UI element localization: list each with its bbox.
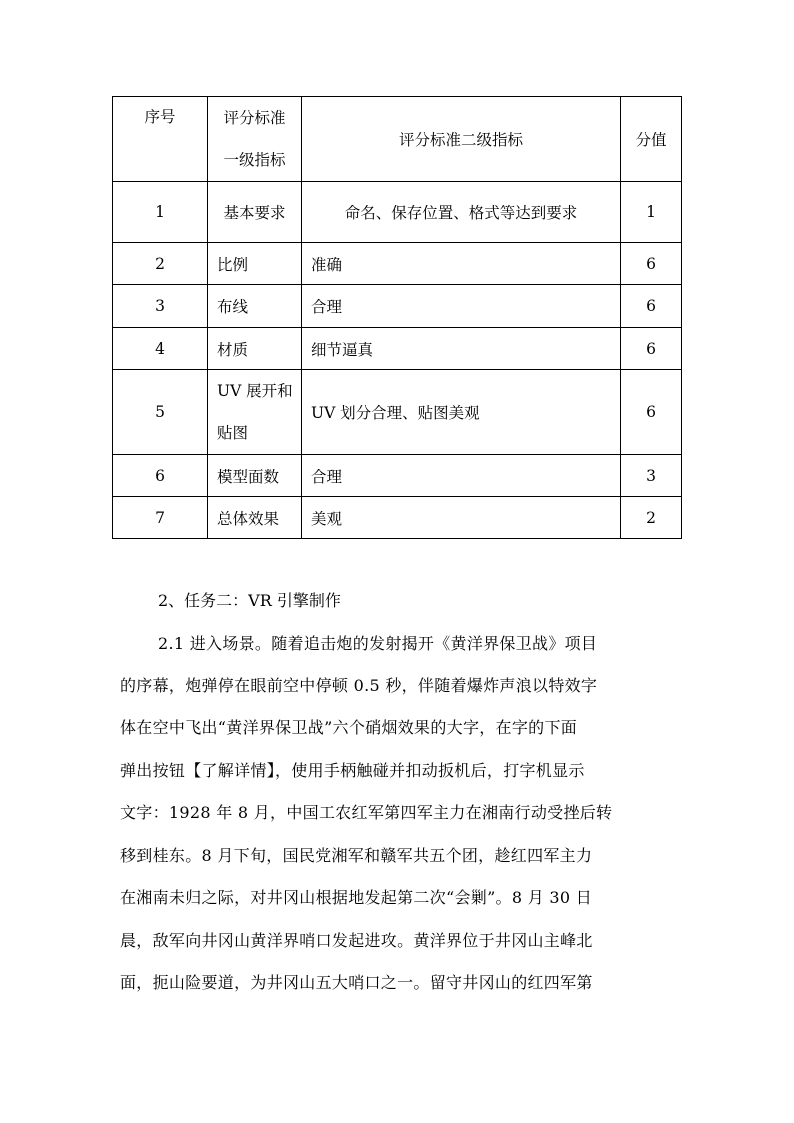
- cell-level1: 比例: [208, 243, 302, 285]
- cell-level1: 布线: [208, 285, 302, 328]
- cell-seq: 2: [113, 243, 208, 285]
- cell-seq: 3: [113, 285, 208, 328]
- cell-score: 2: [621, 497, 682, 539]
- cell-seq: 4: [113, 328, 208, 370]
- cell-seq: 5: [113, 370, 208, 455]
- cell-score: 6: [621, 370, 682, 455]
- cell-seq: 7: [113, 497, 208, 539]
- header-level1: [208, 97, 302, 182]
- paragraph-line: 的序幕，炮弹停在眼前空中停顿 0.5 秒，伴随着爆炸声浪以特效字: [120, 676, 598, 695]
- table-row: [113, 285, 682, 328]
- table-row: [113, 370, 682, 455]
- paragraph-line: 体在空中飞出“黄洋界保卫战”六个硝烟效果的大字，在字的下面: [120, 718, 578, 737]
- cell-level2: 合理: [302, 285, 621, 328]
- cell-seq: 6: [113, 455, 208, 497]
- cell-level2: 美观: [302, 497, 621, 539]
- paragraph-line: 移到桂东。8 月下旬，国民党湘军和赣军共五个团，趁红四军主力: [120, 846, 593, 865]
- cell-score: 6: [621, 328, 682, 370]
- cell-level1: 总体效果: [208, 497, 302, 539]
- table-header-row: [113, 97, 682, 182]
- cell-level1: 基本要求: [208, 182, 302, 243]
- header-level1-line1: 评分标准: [223, 109, 286, 127]
- paragraph-line: 在湘南未归之际，对井冈山根据地发起第二次“会剿”。8 月 30 日: [120, 888, 593, 907]
- cell-score: 3: [621, 455, 682, 497]
- cell-score: 1: [621, 182, 682, 243]
- cell-level2: 合理: [302, 455, 621, 497]
- table-row: [113, 182, 682, 243]
- header-score: 分值: [621, 97, 682, 182]
- paragraph-line: 2.1 进入场景。随着追击炮的发射揭开《黄洋界保卫战》项目: [158, 634, 598, 653]
- table-row: [113, 497, 682, 539]
- table-row: [113, 243, 682, 285]
- table-row: [113, 328, 682, 370]
- cell-seq: 1: [113, 182, 208, 243]
- paragraph-line: 晨，敌军向井冈山黄洋界哨口发起进攻。黄洋界位于井冈山主峰北: [120, 931, 593, 950]
- cell-level1-line2: 贴图: [217, 424, 249, 442]
- cell-level2: 细节逼真: [302, 328, 621, 370]
- cell-score: 6: [621, 285, 682, 328]
- cell-level1: [208, 370, 302, 455]
- scoring-table: [112, 96, 682, 539]
- paragraph-line: 文字：1928 年 8 月，中国工农红军第四军主力在湘南行动受挫后转: [120, 803, 613, 822]
- table-row: [113, 455, 682, 497]
- header-seq: 序号: [113, 97, 208, 182]
- header-level2: 评分标准二级指标: [302, 97, 621, 182]
- cell-level1-line1: UV 展开和: [217, 382, 293, 400]
- section-heading: 2、任务二：VR 引擎制作: [158, 591, 341, 610]
- paragraph-line: 面，扼山险要道，为井冈山五大哨口之一。留守井冈山的红四军第: [120, 973, 593, 992]
- cell-level2: UV 划分合理、贴图美观: [302, 370, 621, 455]
- header-level1-line2: 一级指标: [223, 151, 286, 169]
- cell-level1: 材质: [208, 328, 302, 370]
- paragraph-line: 弹出按钮【了解详情】，使用手柄触碰并扣动扳机后，打字机显示: [120, 761, 585, 780]
- cell-level2: 命名、保存位置、格式等达到要求: [302, 182, 621, 243]
- cell-level2: 准确: [302, 243, 621, 285]
- cell-level1: 模型面数: [208, 455, 302, 497]
- cell-score: 6: [621, 243, 682, 285]
